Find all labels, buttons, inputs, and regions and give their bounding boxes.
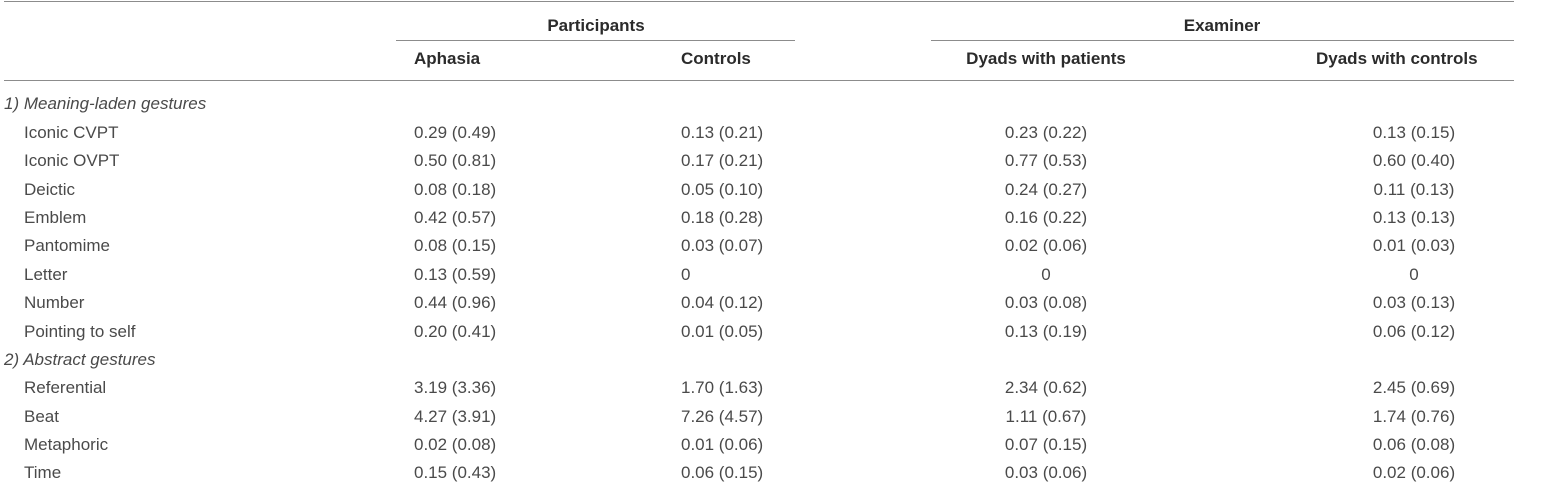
row-label: Time: [24, 463, 62, 482]
cell-aphasia: 3.19 (3.36): [414, 378, 497, 397]
row-label: Letter: [24, 265, 68, 284]
cell-aphasia: 0.50 (0.81): [414, 151, 497, 170]
cell-controls: 7.26 (4.57): [681, 407, 764, 426]
cell-controls: 0.18 (0.28): [681, 208, 764, 227]
cell-dyads-controls: 0.03 (0.13): [1372, 293, 1456, 312]
cell-dyads-patients: 0.03 (0.08): [1004, 293, 1088, 312]
column-header-dyads-patients: Dyads with patients: [966, 49, 1126, 68]
cell-aphasia: 0.02 (0.08): [414, 435, 497, 454]
cell-aphasia: 0.08 (0.18): [414, 180, 497, 199]
cell-dyads-patients: 0.77 (0.53): [1004, 151, 1088, 170]
cell-aphasia: 0.29 (0.49): [414, 123, 497, 142]
cell-dyads-controls: 1.74 (0.76): [1372, 407, 1456, 426]
section-title-meaning-laden: 1) Meaning-laden gestures: [4, 94, 207, 113]
cell-dyads-controls: 0.60 (0.40): [1372, 151, 1456, 170]
examiner-underline: [931, 40, 1514, 41]
cell-dyads-patients: 2.34 (0.62): [1004, 378, 1088, 397]
cell-aphasia: 0.08 (0.15): [414, 236, 497, 255]
cell-controls: 0.04 (0.12): [681, 293, 764, 312]
row-label: Deictic: [24, 180, 76, 199]
cell-controls: 0.01 (0.06): [681, 435, 764, 454]
column-header-aphasia: Aphasia: [414, 49, 481, 68]
participants-group-header: Participants: [547, 16, 645, 35]
row-label: Emblem: [24, 208, 87, 227]
row-label: Number: [24, 293, 85, 312]
row-label: Iconic CVPT: [24, 123, 119, 142]
cell-dyads-controls: 0.02 (0.06): [1372, 463, 1456, 482]
cell-controls: 1.70 (1.63): [681, 378, 764, 397]
cell-dyads-patients: 0.02 (0.06): [1004, 236, 1088, 255]
cell-dyads-patients: 0.13 (0.19): [1004, 322, 1088, 341]
examiner-group-header: Examiner: [1183, 16, 1261, 35]
row-label: Beat: [24, 407, 59, 426]
cell-dyads-controls: 0.06 (0.12): [1372, 322, 1456, 341]
cell-aphasia: 4.27 (3.91): [414, 407, 497, 426]
row-label: Referential: [24, 378, 107, 397]
cell-controls: 0: [681, 265, 691, 284]
participants-underline: [396, 40, 795, 41]
column-header-controls: Controls: [681, 49, 751, 68]
top-rule: [4, 1, 1514, 2]
cell-dyads-controls: 0.01 (0.03): [1372, 236, 1456, 255]
cell-dyads-patients: 0.24 (0.27): [1004, 180, 1088, 199]
cell-dyads-controls: 0.11 (0.13): [1373, 180, 1455, 199]
cell-controls: 0.05 (0.10): [681, 180, 764, 199]
cell-dyads-patients: 0.23 (0.22): [1004, 123, 1088, 142]
cell-controls: 0.06 (0.15): [681, 463, 764, 482]
cell-dyads-patients: 0.16 (0.22): [1004, 208, 1088, 227]
cell-dyads-patients: 0: [1041, 265, 1051, 284]
row-label: Pantomime: [24, 236, 110, 255]
cell-aphasia: 0.20 (0.41): [414, 322, 497, 341]
cell-dyads-controls: 2.45 (0.69): [1372, 378, 1456, 397]
header-bottom-rule: [4, 80, 1514, 81]
row-label: Iconic OVPT: [24, 151, 120, 170]
cell-controls: 0.17 (0.21): [681, 151, 764, 170]
cell-controls: 0.03 (0.07): [681, 236, 764, 255]
cell-dyads-controls: 0.06 (0.08): [1372, 435, 1456, 454]
cell-controls: 0.01 (0.05): [681, 322, 764, 341]
cell-aphasia: 0.13 (0.59): [414, 265, 497, 284]
section-title-abstract: 2) Abstract gestures: [4, 350, 156, 369]
row-label: Metaphoric: [24, 435, 109, 454]
cell-dyads-patients: 0.03 (0.06): [1004, 463, 1088, 482]
column-header-dyads-controls: Dyads with controls: [1316, 49, 1478, 68]
cell-aphasia: 0.42 (0.57): [414, 208, 497, 227]
cell-aphasia: 0.15 (0.43): [414, 463, 497, 482]
cell-dyads-patients: 1.11 (0.67): [1005, 407, 1087, 426]
cell-dyads-controls: 0.13 (0.13): [1372, 208, 1456, 227]
cell-dyads-controls: 0.13 (0.15): [1372, 123, 1456, 142]
cell-controls: 0.13 (0.21): [681, 123, 764, 142]
row-label: Pointing to self: [24, 322, 136, 341]
cell-dyads-controls: 0: [1409, 265, 1419, 284]
cell-aphasia: 0.44 (0.96): [414, 293, 497, 312]
cell-dyads-patients: 0.07 (0.15): [1004, 435, 1088, 454]
